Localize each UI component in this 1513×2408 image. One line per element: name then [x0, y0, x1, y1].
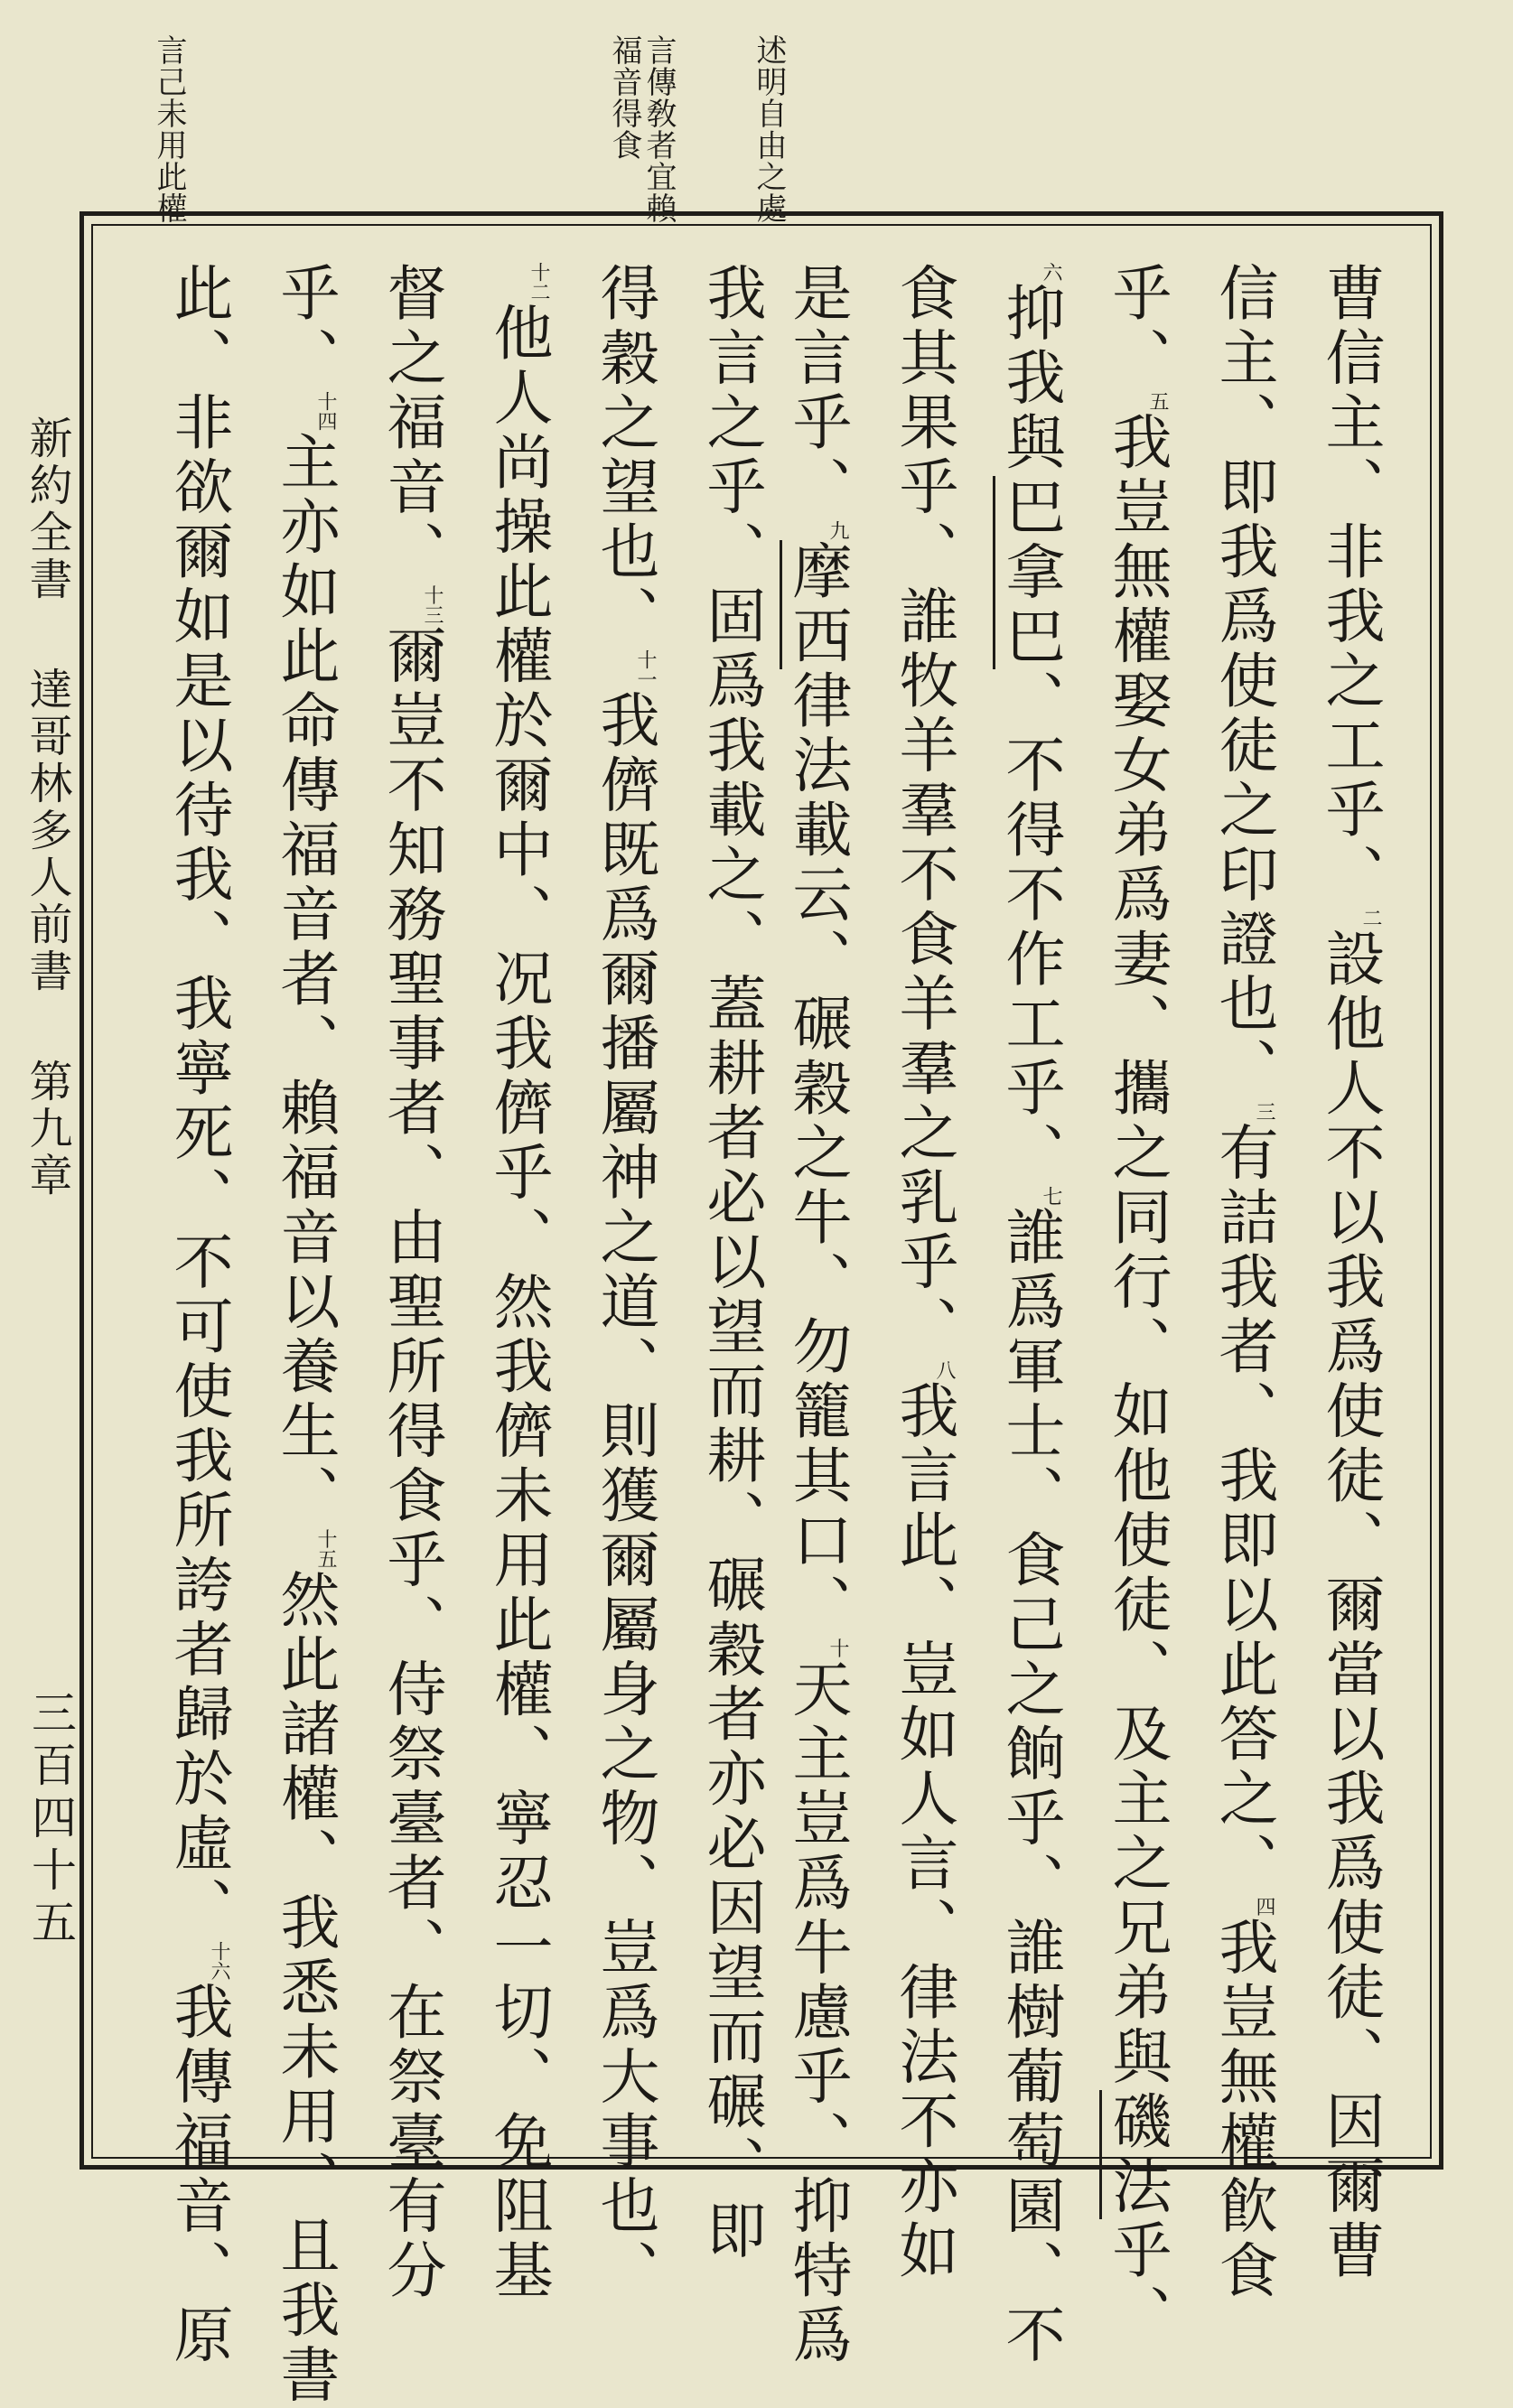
verse-number: 六 — [1040, 262, 1062, 282]
text-column — [475, 262, 582, 2132]
text-column — [1094, 262, 1200, 2132]
verse-number: 三 — [1253, 1102, 1275, 1122]
text-run: 有詰我者、我即以此答之、 — [1209, 1122, 1278, 1897]
text-run: 設他人不以我爲使徒、爾當以我爲使徒、因爾曹 — [1315, 928, 1385, 2284]
text-column — [1307, 262, 1414, 2132]
text-run: 是言乎、 — [782, 262, 852, 520]
text-run: 我言此、豈如人言、律法不亦如 — [889, 1380, 958, 2284]
text-run: 爾豈不知務聖事者、由聖所得食乎、侍祭臺者、在祭臺有分 — [377, 625, 446, 2304]
text-column — [688, 262, 774, 2132]
text-run: 乎、 — [1102, 262, 1172, 391]
proper-name: 磯法 — [1099, 2090, 1172, 2219]
text-column — [881, 262, 987, 2132]
verse-number: 十一 — [634, 649, 657, 689]
text-run: 我儕既爲爾播屬神之道、則獲爾屬身之物、豈爲大事也、 — [590, 689, 659, 2304]
text-column — [1200, 262, 1307, 2132]
epistle-title: 達哥林多人前書 — [22, 667, 72, 995]
text-run: 律法載云、碾穀之牛、勿籠其口、 — [782, 669, 852, 1638]
text-run: 督之福音、 — [377, 262, 446, 585]
text-run: 誰爲軍士、食己之餉乎、誰樹葡萄園、不 — [995, 1206, 1065, 2368]
text-run: 、不得不作工乎、 — [995, 669, 1065, 1186]
text-run: 主亦如此命傳福音者、賴福音以養生、 — [270, 431, 340, 1529]
verse-number: 十四 — [314, 391, 337, 431]
proper-name: 摩西 — [780, 540, 852, 669]
verse-number: 十五 — [314, 1529, 337, 1569]
verse-number: 十二 — [528, 262, 550, 302]
text-run: 我豈無權娶女弟爲妻、攜之同行、如他使徒、及主之兄弟與 — [1102, 411, 1172, 2090]
text-run: 抑我與 — [995, 282, 1065, 476]
text-run: 天主豈爲牛慮乎、抑特爲 — [782, 1658, 852, 2369]
text-run: 我言之乎、固爲我載之、蓋耕者必以望而耕、碾穀者亦必因望而碾、即 — [696, 262, 766, 2264]
text-column — [987, 262, 1094, 2132]
running-header — [20, 415, 74, 1879]
verse-number: 十 — [827, 1638, 849, 1658]
verse-number: 九 — [827, 520, 849, 540]
text-run: 乎、 — [1102, 2219, 1172, 2348]
text-run: 我傳福音、原 — [163, 1981, 233, 2368]
verse-number: 十六 — [208, 1941, 230, 1981]
text-run: 此、非欲爾如是以待我、我寧死、不可使我所誇者歸於虛、 — [163, 262, 233, 1941]
verse-number: 四 — [1253, 1897, 1275, 1917]
text-run: 食其果乎、誰牧羊羣不食羊羣之乳乎、 — [889, 262, 958, 1360]
main-text-block — [131, 262, 1414, 2132]
text-column — [774, 262, 881, 2132]
verse-number: 八 — [933, 1360, 956, 1380]
verse-number: 十三 — [421, 585, 444, 625]
chapter-label: 第九章 — [22, 1059, 72, 1199]
text-run: 曹信主、非我之工乎、 — [1315, 262, 1385, 908]
margin-note: 言己未用此權 — [152, 34, 186, 224]
text-column — [155, 262, 262, 2132]
text-run: 我豈無權飮食 — [1209, 1917, 1278, 2304]
verse-number: 二 — [1359, 908, 1382, 928]
text-run: 乎、 — [270, 262, 340, 391]
text-run: 然此諸權、我悉未用、且我書 — [270, 1569, 340, 2408]
page-number: 三百四十五 — [23, 1689, 78, 1987]
text-column — [582, 262, 688, 2132]
verse-number: 七 — [1040, 1186, 1062, 1206]
verse-number: 五 — [1146, 391, 1169, 411]
margin-note: 述明自由之處 — [752, 34, 786, 224]
text-column — [369, 262, 475, 2132]
margin-notes — [0, 34, 1513, 224]
margin-note: 言傳敎者宜賴福音得食 — [607, 34, 676, 224]
text-run: 他人尚操此權於爾中、况我儕乎、然我儕未用此權、寧忍一切、免阻基 — [483, 302, 553, 2304]
book-title: 新約全書 — [22, 415, 72, 603]
text-run: 信主、即我爲使徒之印證也、 — [1209, 262, 1278, 1102]
text-column — [262, 262, 369, 2132]
proper-name: 巴拿巴 — [993, 476, 1065, 670]
text-run: 得穀之望也、 — [590, 262, 659, 649]
